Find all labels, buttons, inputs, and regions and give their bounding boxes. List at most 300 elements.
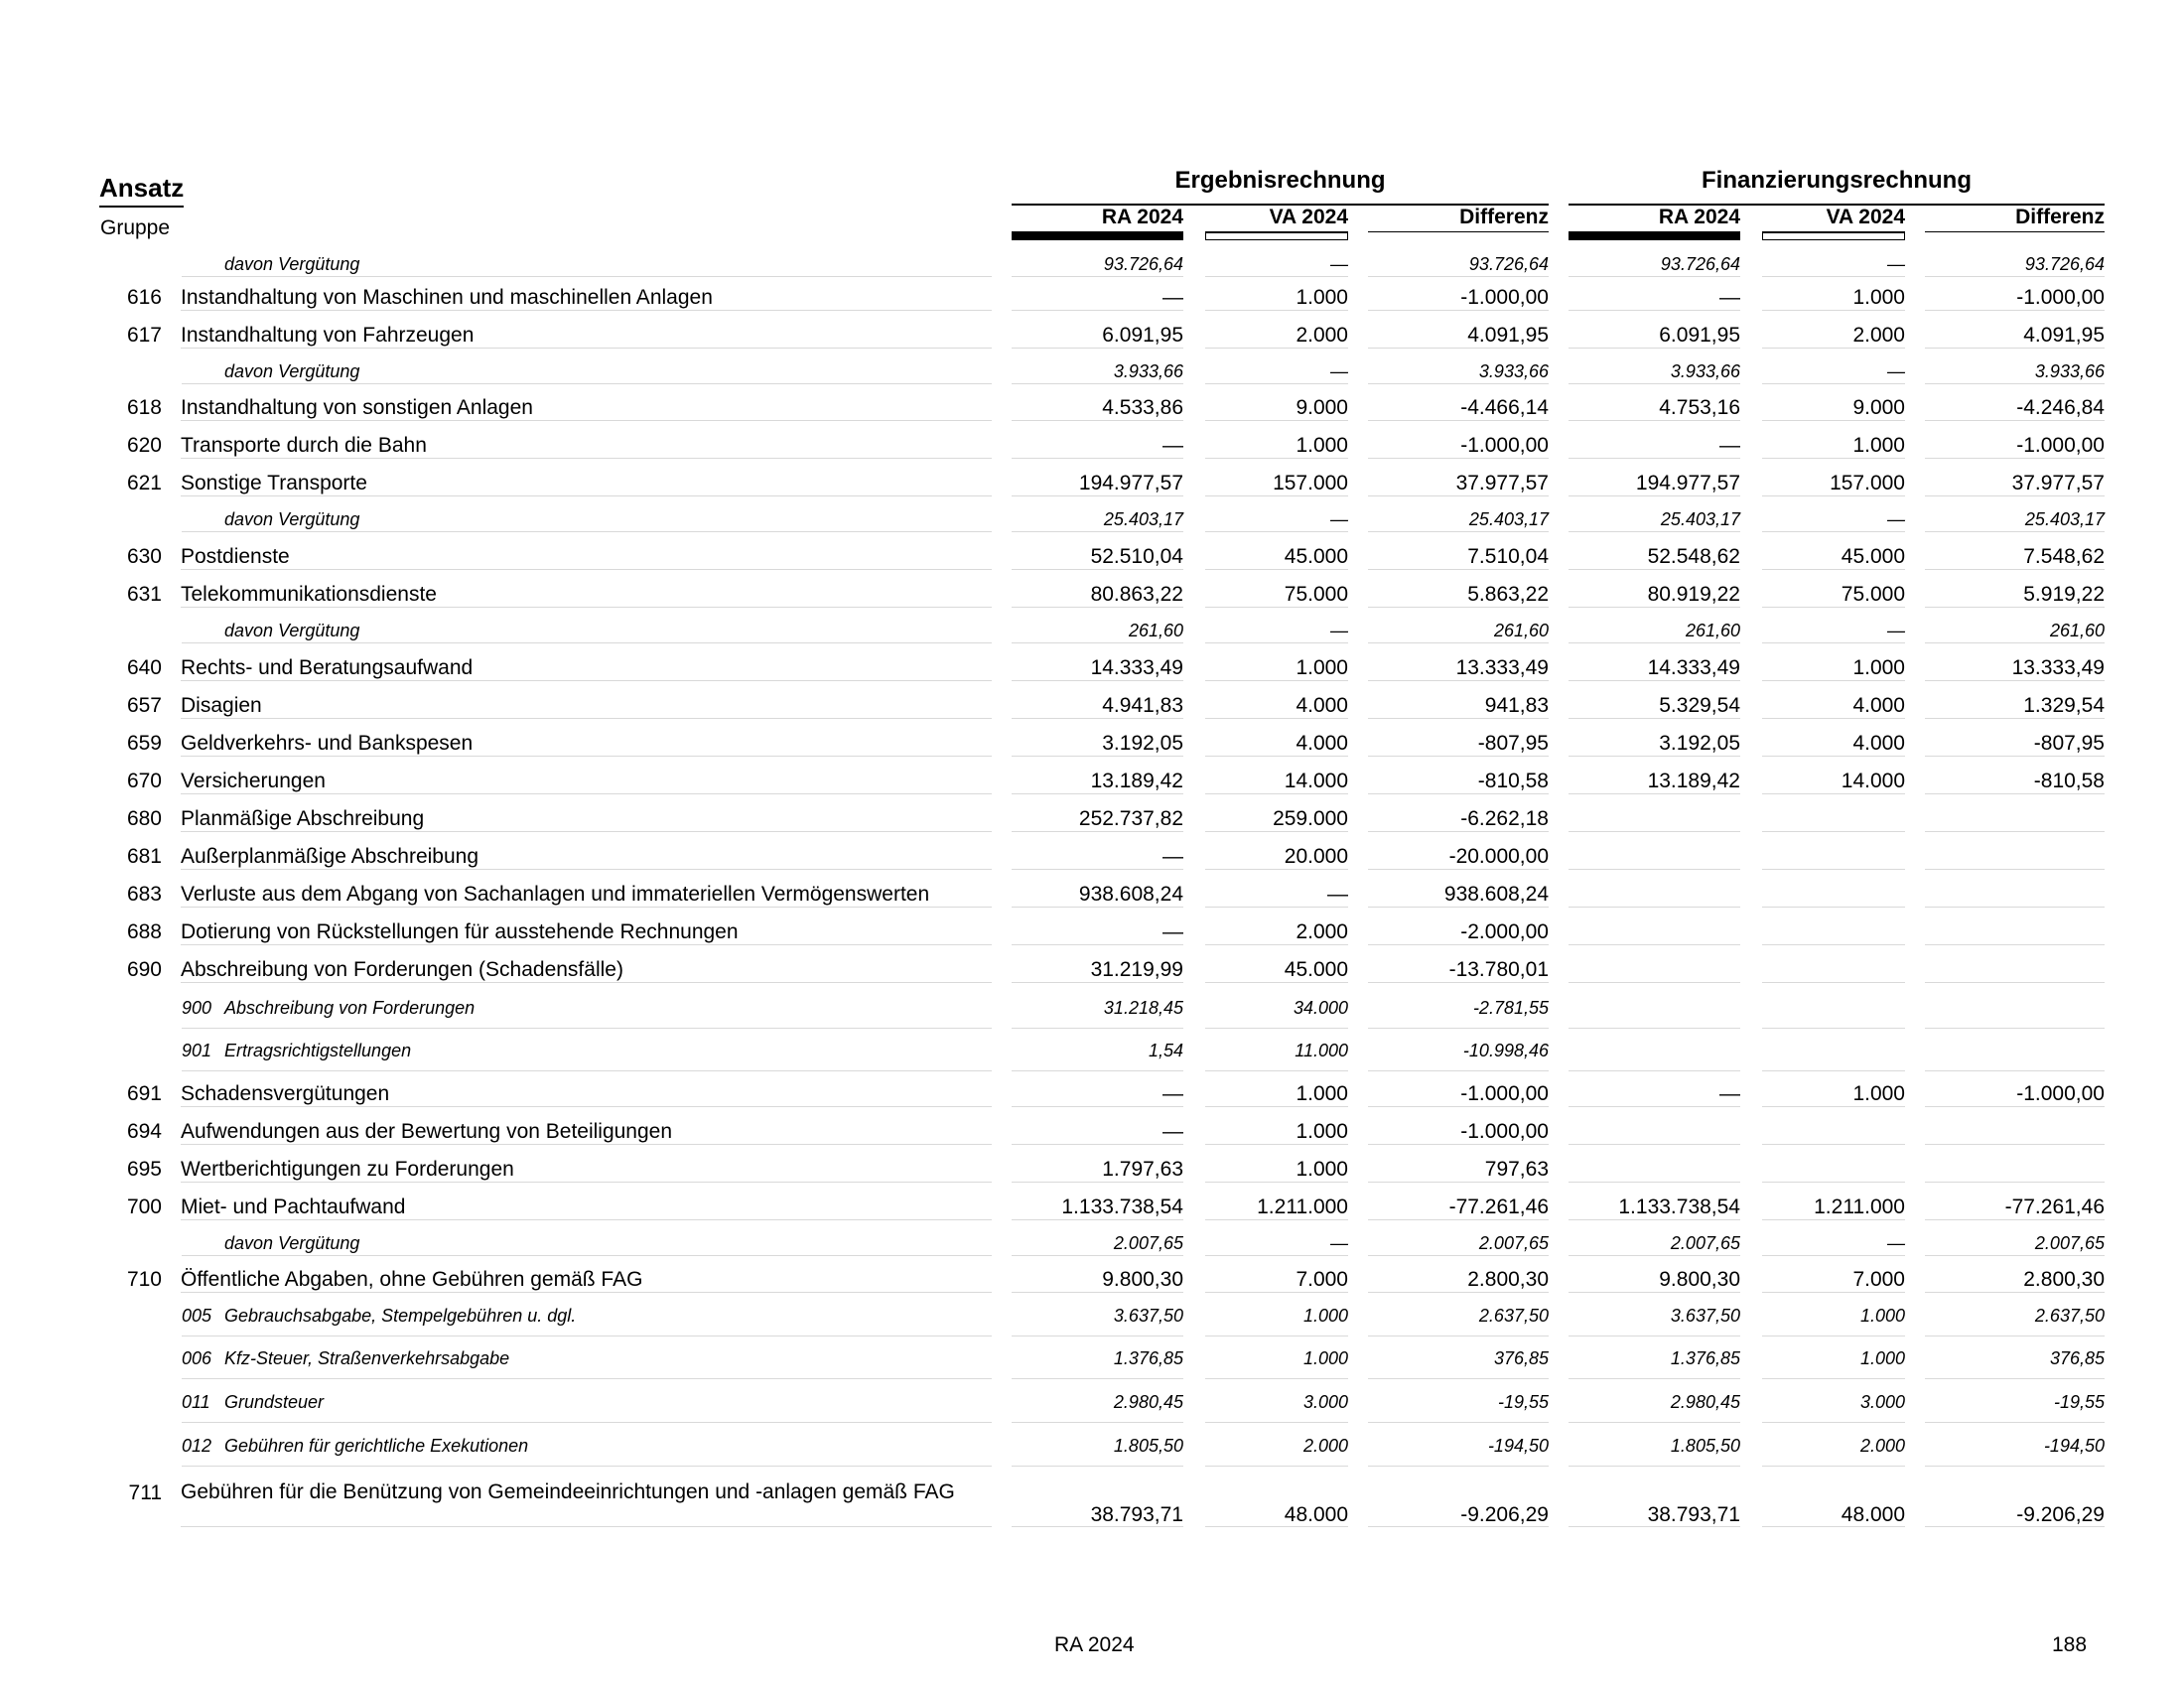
item-label-text: davon Vergütung [224,1233,360,1253]
value-cell: — [1012,1081,1183,1107]
value-cell: 2.000 [1205,919,1348,945]
value-cell: 2.980,45 [1569,1390,1740,1423]
item-label-text: Instandhaltung von sonstigen Anlagen [181,396,533,419]
table-row [0,1195,2184,1220]
value-cell: — [1012,844,1183,870]
value-cell: 14.333,49 [1012,655,1183,681]
value-cell: — [1569,1081,1740,1107]
sub-item-label [182,1039,992,1071]
value-cell: 25.403,17 [1368,507,1549,532]
value-cell [1762,957,1905,983]
value-cell: 31.219,99 [1012,957,1183,983]
value-cell [1762,882,1905,908]
value-cell: — [1205,507,1348,532]
gruppe-heading: Gruppe [100,216,171,239]
value-cell: -19,55 [1368,1390,1549,1423]
va-column-marker [1762,232,1905,240]
value-cell: 3.637,50 [1012,1304,1183,1336]
value-cell: 38.793,71 [1569,1479,1740,1527]
value-cell [1569,1039,1740,1071]
table-row [0,544,2184,570]
value-cell [1762,919,1905,945]
ansatz-number: 690 [126,958,162,981]
table-row [0,1346,2184,1379]
value-cell: 3.192,05 [1012,731,1183,757]
value-cell: 2.007,65 [1368,1231,1549,1256]
value-cell: -1.000,00 [1925,285,2105,311]
value-cell [1569,882,1740,908]
item-label-text: Verluste aus dem Abgang von Sachanlagen und immateriellen Vermögenswerten [181,883,930,906]
value-cell: 14.333,49 [1569,655,1740,681]
value-cell [1569,996,1740,1029]
item-label-text: Wertberichtigungen zu Forderungen [181,1158,514,1181]
value-cell: 4.000 [1762,731,1905,757]
ansatz-number: 640 [126,656,162,679]
value-cell: 4.533,86 [1012,395,1183,421]
value-cell: — [1762,507,1905,532]
value-cell: — [1205,252,1348,277]
item-code: 900 [182,998,212,1018]
item-label-text: Planmäßige Abschreibung [181,807,425,830]
section-title-ergebnisrechnung: Ergebnisrechnung [1012,167,1549,206]
value-cell: 5.329,54 [1569,693,1740,719]
item-label [181,655,992,681]
value-cell: 9.000 [1762,395,1905,421]
ansatz-number: 659 [126,732,162,755]
value-cell: 52.510,04 [1012,544,1183,570]
table-row [0,1390,2184,1423]
item-label-text: Abschreibung von Forderungen [224,998,476,1018]
value-cell: 1.000 [1205,1346,1348,1379]
value-cell: 1.000 [1762,655,1905,681]
value-cell: — [1012,285,1183,311]
value-cell: -194,50 [1368,1434,1549,1467]
item-label-text: Instandhaltung von Maschinen und maschinellen Anlagen [181,286,713,309]
value-cell: -77.261,46 [1368,1195,1549,1220]
item-label-text: Ertragsrichtigstellungen [224,1041,412,1060]
table-row [0,359,2184,384]
value-cell: 3.637,50 [1569,1304,1740,1336]
value-cell: 4.000 [1205,731,1348,757]
sub-item-label [182,507,992,532]
table-row [0,1119,2184,1145]
ansatz-number: 680 [126,807,162,830]
value-cell: 2.007,65 [1012,1231,1183,1256]
value-cell: -1.000,00 [1368,1119,1549,1145]
item-label-text: Schadensvergütungen [181,1082,390,1105]
section-title-finanzierungsrechnung: Finanzierungsrechnung [1569,167,2105,206]
value-cell: 93.726,64 [1012,252,1183,277]
item-label [181,844,992,870]
value-cell: -810,58 [1925,769,2105,794]
value-cell: -1.000,00 [1368,1081,1549,1107]
item-label [181,285,992,311]
value-cell: 3.000 [1205,1390,1348,1423]
item-label-text: Sonstige Transporte [181,472,367,494]
table-row [0,395,2184,421]
value-cell: -20.000,00 [1368,844,1549,870]
value-cell: 4.091,95 [1925,323,2105,349]
item-label-text: Öffentliche Abgaben, ohne Gebühren gemäß FAG [181,1268,643,1291]
value-cell: -4.246,84 [1925,395,2105,421]
item-label [181,1479,992,1527]
value-cell: 3.192,05 [1569,731,1740,757]
table-row [0,693,2184,719]
value-cell: 194.977,57 [1569,471,1740,496]
value-cell: 1.000 [1762,1081,1905,1107]
ansatz-number: 631 [126,583,162,606]
value-cell [1569,919,1740,945]
value-cell: -13.780,01 [1368,957,1549,983]
ansatz-number: 621 [126,472,162,494]
item-label-text: davon Vergütung [224,361,360,381]
sub-item-label [182,996,992,1029]
value-cell: 941,83 [1368,693,1549,719]
table-row [0,1304,2184,1336]
value-cell: -1.000,00 [1925,433,2105,459]
value-cell: — [1762,359,1905,384]
value-cell: 1.000 [1205,285,1348,311]
item-label-text: Gebühren für gerichtliche Exekutionen [224,1436,529,1456]
ra-column-marker [1012,232,1183,240]
item-label-text: Miet- und Pachtaufwand [181,1196,406,1218]
item-label-text: Transporte durch die Bahn [181,434,427,457]
value-cell: 1.805,50 [1012,1434,1183,1467]
value-cell: 376,85 [1368,1346,1549,1379]
table-row [0,1479,2184,1527]
value-cell: -9.206,29 [1368,1479,1549,1527]
ansatz-number: 657 [126,694,162,717]
table-row [0,1039,2184,1071]
item-label [181,433,992,459]
value-cell: 13.189,42 [1012,769,1183,794]
value-cell [1762,1119,1905,1145]
value-cell: 1.000 [1205,1157,1348,1183]
value-cell: 34.000 [1205,996,1348,1029]
ansatz-number: 618 [126,396,162,419]
value-cell: -810,58 [1368,769,1549,794]
value-cell: — [1205,1231,1348,1256]
value-cell: 1.211.000 [1762,1195,1905,1220]
value-cell: — [1205,359,1348,384]
item-label [181,1267,992,1293]
ansatz-heading: Ansatz [99,173,184,208]
value-cell: 3.933,66 [1569,359,1740,384]
value-cell [1569,844,1740,870]
value-cell [1925,919,2105,945]
item-label-text: Kfz-Steuer, Straßenverkehrsabgabe [224,1348,510,1368]
item-label-text: Postdienste [181,545,290,568]
column-header-va-2024: VA 2024 [1205,206,1348,232]
item-label-text: Außerplanmäßige Abschreibung [181,845,479,868]
value-cell: -77.261,46 [1925,1195,2105,1220]
sub-item-label [182,1434,992,1467]
value-cell: 6.091,95 [1569,323,1740,349]
value-cell [1925,1119,2105,1145]
item-label [181,323,992,349]
item-label-text: Versicherungen [181,770,326,792]
value-cell: 52.548,62 [1569,544,1740,570]
value-cell: 93.726,64 [1569,252,1740,277]
value-cell: 2.980,45 [1012,1390,1183,1423]
value-cell: 252.737,82 [1012,806,1183,832]
value-cell: — [1012,1119,1183,1145]
value-cell: -807,95 [1925,731,2105,757]
sub-item-label [182,359,992,384]
value-cell: 797,63 [1368,1157,1549,1183]
value-cell: 20.000 [1205,844,1348,870]
value-cell: — [1012,919,1183,945]
value-cell [1569,806,1740,832]
ansatz-number: 691 [126,1082,162,1105]
value-cell: 3.933,66 [1925,359,2105,384]
column-header-differenz: Differenz [1925,206,2105,232]
item-label-text: Gebühren für die Benützung von Gemeindeeinrichtungen und -anlagen gemäß FAG [181,1480,955,1503]
value-cell: 1.133.738,54 [1012,1195,1183,1220]
item-label-text: Telekommunikationsdienste [181,583,437,606]
value-cell: 9.800,30 [1012,1267,1183,1293]
table-row [0,1434,2184,1467]
column-header-ra-2024: RA 2024 [1012,206,1183,232]
column-header-differenz: Differenz [1368,206,1549,232]
ansatz-number: 681 [126,845,162,868]
item-label-text: Gebrauchsabgabe, Stempelgebühren u. dgl. [224,1306,577,1326]
value-cell: 1.376,85 [1569,1346,1740,1379]
item-label-text: Grundsteuer [224,1392,325,1412]
value-cell: 1.000 [1762,1346,1905,1379]
value-cell: 1.000 [1205,1119,1348,1145]
sub-item-label [182,1304,992,1336]
value-cell [1762,1157,1905,1183]
value-cell: 938.608,24 [1368,882,1549,908]
value-cell: -6.262,18 [1368,806,1549,832]
value-cell: 93.726,64 [1925,252,2105,277]
value-cell: -9.206,29 [1925,1479,2105,1527]
item-label [181,1157,992,1183]
table-row [0,957,2184,983]
sub-item-label [182,1231,992,1256]
item-label-text: Geldverkehrs- und Bankspesen [181,732,474,755]
item-label [181,471,992,496]
value-cell: 9.000 [1205,395,1348,421]
value-cell: 2.000 [1762,323,1905,349]
value-cell [1762,844,1905,870]
value-cell: 3.933,66 [1012,359,1183,384]
value-cell: — [1569,285,1740,311]
value-cell: 1.376,85 [1012,1346,1183,1379]
ansatz-number: 694 [126,1120,162,1143]
item-code: 901 [182,1041,212,1060]
item-label [181,544,992,570]
column-header-va-2024: VA 2024 [1762,206,1905,232]
value-cell: -10.998,46 [1368,1039,1549,1071]
page-number: 188 [2052,1633,2088,1656]
table-row [0,619,2184,643]
value-cell: 6.091,95 [1012,323,1183,349]
value-cell: 3.933,66 [1368,359,1549,384]
item-label-text: davon Vergütung [224,254,360,274]
value-cell: -1.000,00 [1925,1081,2105,1107]
item-label [181,769,992,794]
value-cell: 75.000 [1762,582,1905,608]
value-cell [1569,1119,1740,1145]
table-row [0,919,2184,945]
value-cell: — [1205,882,1348,908]
value-cell: 93.726,64 [1368,252,1549,277]
sub-item-label [182,1346,992,1379]
item-label [181,919,992,945]
value-cell [1925,882,2105,908]
value-cell: 1.000 [1205,433,1348,459]
value-cell: 261,60 [1368,619,1549,643]
column-header-ra-2024: RA 2024 [1569,206,1740,232]
sub-item-label [182,252,992,277]
value-cell: 1.000 [1205,1304,1348,1336]
value-cell: 7.000 [1205,1267,1348,1293]
value-cell: 25.403,17 [1569,507,1740,532]
item-label [181,1081,992,1107]
table-row [0,844,2184,870]
value-cell: -807,95 [1368,731,1549,757]
value-cell: -4.466,14 [1368,395,1549,421]
va-column-marker [1205,232,1348,240]
value-cell [1925,1039,2105,1071]
table-row [0,1267,2184,1293]
value-cell: 157.000 [1762,471,1905,496]
table-row [0,1231,2184,1256]
table-row [0,252,2184,277]
value-cell: 9.800,30 [1569,1267,1740,1293]
value-cell: 261,60 [1925,619,2105,643]
value-cell: 1.000 [1762,1304,1905,1336]
value-cell: 37.977,57 [1368,471,1549,496]
item-label-text: Disagien [181,694,262,717]
item-label [181,1119,992,1145]
value-cell: 1.000 [1205,655,1348,681]
value-cell [1925,996,2105,1029]
table-row [0,433,2184,459]
value-cell: 45.000 [1762,544,1905,570]
value-cell: 259.000 [1205,806,1348,832]
value-cell: 7.000 [1762,1267,1905,1293]
item-label [181,957,992,983]
value-cell: 4.000 [1762,693,1905,719]
value-cell: 25.403,17 [1012,507,1183,532]
value-cell [1762,1039,1905,1071]
value-cell [1925,1157,2105,1183]
value-cell: — [1205,619,1348,643]
value-cell [1762,996,1905,1029]
value-cell: 194.977,57 [1012,471,1183,496]
value-cell: 2.800,30 [1925,1267,2105,1293]
value-cell [1569,1157,1740,1183]
sub-item-label [182,1390,992,1423]
ansatz-number: 695 [126,1158,162,1181]
value-cell: -1.000,00 [1368,285,1549,311]
value-cell: 2.007,65 [1925,1231,2105,1256]
item-label [181,582,992,608]
value-cell: 13.189,42 [1569,769,1740,794]
value-cell: 261,60 [1569,619,1740,643]
ansatz-number: 617 [126,324,162,347]
item-label-text: davon Vergütung [224,621,360,640]
ansatz-number: 670 [126,770,162,792]
value-cell: 1.000 [1762,433,1905,459]
item-label [181,1195,992,1220]
value-cell: 7.510,04 [1368,544,1549,570]
value-cell: 31.218,45 [1012,996,1183,1029]
value-cell [1925,806,2105,832]
value-cell [1925,957,2105,983]
value-cell: — [1762,619,1905,643]
table-row [0,507,2184,532]
item-code: 011 [182,1392,210,1412]
value-cell: 1.000 [1205,1081,1348,1107]
ansatz-number: 620 [126,434,162,457]
ra-column-marker [1569,232,1740,240]
value-cell [1925,844,2105,870]
item-label [181,731,992,757]
table-row [0,882,2184,908]
value-cell: 13.333,49 [1368,655,1549,681]
value-cell [1569,957,1740,983]
value-cell: 376,85 [1925,1346,2105,1379]
value-cell: 80.863,22 [1012,582,1183,608]
table-row [0,655,2184,681]
value-cell: 1.805,50 [1569,1434,1740,1467]
table-row [0,996,2184,1029]
item-label-text: Rechts- und Beratungsaufwand [181,656,474,679]
table-row [0,1081,2184,1107]
value-cell: 48.000 [1762,1479,1905,1527]
value-cell: -194,50 [1925,1434,2105,1467]
value-cell: 45.000 [1205,544,1348,570]
value-cell: 2.800,30 [1368,1267,1549,1293]
value-cell: 4.000 [1205,693,1348,719]
value-cell: 13.333,49 [1925,655,2105,681]
value-cell: -2.000,00 [1368,919,1549,945]
value-cell: 2.637,50 [1925,1304,2105,1336]
table-row [0,769,2184,794]
value-cell: 2.000 [1205,323,1348,349]
item-label-text: Aufwendungen aus der Bewertung von Beteiligungen [181,1120,673,1143]
value-cell: 14.000 [1205,769,1348,794]
value-cell: 1.329,54 [1925,693,2105,719]
value-cell: 1.000 [1762,285,1905,311]
item-code: 006 [182,1348,212,1368]
value-cell: 37.977,57 [1925,471,2105,496]
value-cell: -19,55 [1925,1390,2105,1423]
table-row [0,731,2184,757]
table-row [0,285,2184,311]
item-code: 012 [182,1436,212,1456]
ansatz-number: 630 [126,545,162,568]
ansatz-number: 616 [126,286,162,309]
item-label [181,395,992,421]
value-cell: -2.781,55 [1368,996,1549,1029]
table-row [0,806,2184,832]
item-label-text: davon Vergütung [224,509,360,529]
value-cell: 2.000 [1205,1434,1348,1467]
value-cell: 1,54 [1012,1039,1183,1071]
value-cell [1762,806,1905,832]
value-cell: 3.000 [1762,1390,1905,1423]
value-cell: 25.403,17 [1925,507,2105,532]
table-row [0,582,2184,608]
value-cell: -1.000,00 [1368,433,1549,459]
value-cell: 14.000 [1762,769,1905,794]
value-cell: — [1762,252,1905,277]
